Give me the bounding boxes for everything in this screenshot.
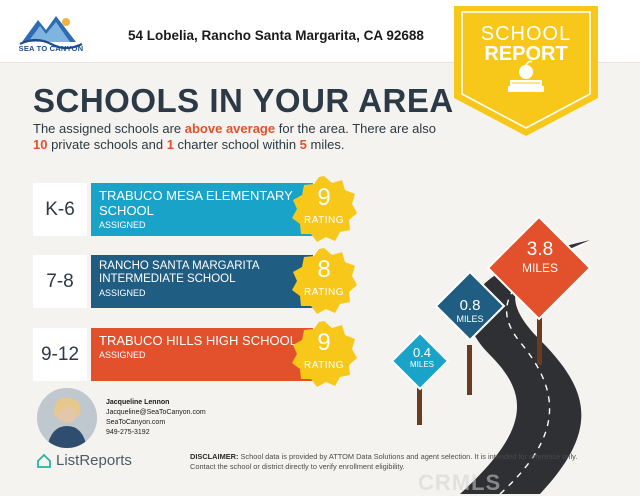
- logo-text: SEA TO CANYON: [18, 44, 84, 53]
- school-status: ASSIGNED: [99, 288, 146, 298]
- page-title: SCHOOLS IN YOUR AREA: [33, 82, 454, 119]
- grade-range: 9-12: [33, 328, 87, 381]
- rating-label: RATING: [303, 215, 345, 226]
- school-info: [91, 183, 313, 236]
- rating-value: 9: [317, 184, 331, 211]
- property-address: 54 Lobelia, Rancho Santa Margarita, CA 92688: [128, 28, 424, 43]
- disclaimer-label: DISCLAIMER:: [190, 452, 239, 461]
- school-name: TRABUCO MESA ELEMENTARY SCHOOL: [99, 188, 293, 218]
- agent-avatar: [37, 388, 97, 448]
- school-info: [91, 255, 313, 308]
- school-name: RANCHO SANTA MARGARITA INTERMEDIATE SCHOOL: [99, 260, 259, 285]
- disclaimer-text: School data is provided by ATTOM Data Solutions and agent selection. It is intended for reference only. Contact the school or district directly to verify enrollment eligibility.: [190, 452, 578, 471]
- rating-label: RATING: [303, 360, 345, 371]
- banner-title: [452, 24, 600, 64]
- distance-sign-3: 3.8 MILES: [521, 239, 558, 275]
- rating-value: 8: [317, 256, 331, 283]
- listreports-logo-icon: [36, 453, 52, 469]
- page-subtitle: The assigned schools are above average for the area. There are also 10 private schools and 1 charter school within 5 miles.: [33, 121, 437, 152]
- distance-sign-2: 0.8 MILES: [456, 297, 484, 324]
- grade-range: K-6: [33, 183, 87, 236]
- listreports-brand: [36, 452, 132, 469]
- disclaimer: [190, 452, 600, 472]
- listreports-text: ListReports: [56, 452, 132, 469]
- school-info: [91, 328, 313, 381]
- agent-phone[interactable]: 949-275-3192: [106, 429, 150, 436]
- agent-email[interactable]: Jacqueline@SeaToCanyon.com: [106, 409, 206, 416]
- rating-value: 9: [317, 329, 331, 356]
- agent-contact: [106, 398, 206, 438]
- distance-signs: [380, 215, 610, 425]
- banner-line-2: REPORT: [484, 43, 568, 65]
- agent-name: Jacqueline Lennon: [106, 399, 170, 406]
- school-name: TRABUCO HILLS HIGH SCHOOL: [99, 333, 297, 348]
- watermark: CRMLS: [418, 470, 502, 495]
- agent-website[interactable]: SeaToCanyon.com: [106, 419, 166, 426]
- banner-line-1: SCHOOL: [480, 23, 572, 45]
- agent-photo-icon: [37, 388, 97, 448]
- rating-label: RATING: [303, 287, 345, 298]
- school-status: ASSIGNED: [99, 220, 146, 230]
- distance-sign-1: 0.4 MILES: [409, 345, 434, 369]
- grade-range: 7-8: [33, 255, 87, 308]
- school-status: ASSIGNED: [99, 350, 146, 360]
